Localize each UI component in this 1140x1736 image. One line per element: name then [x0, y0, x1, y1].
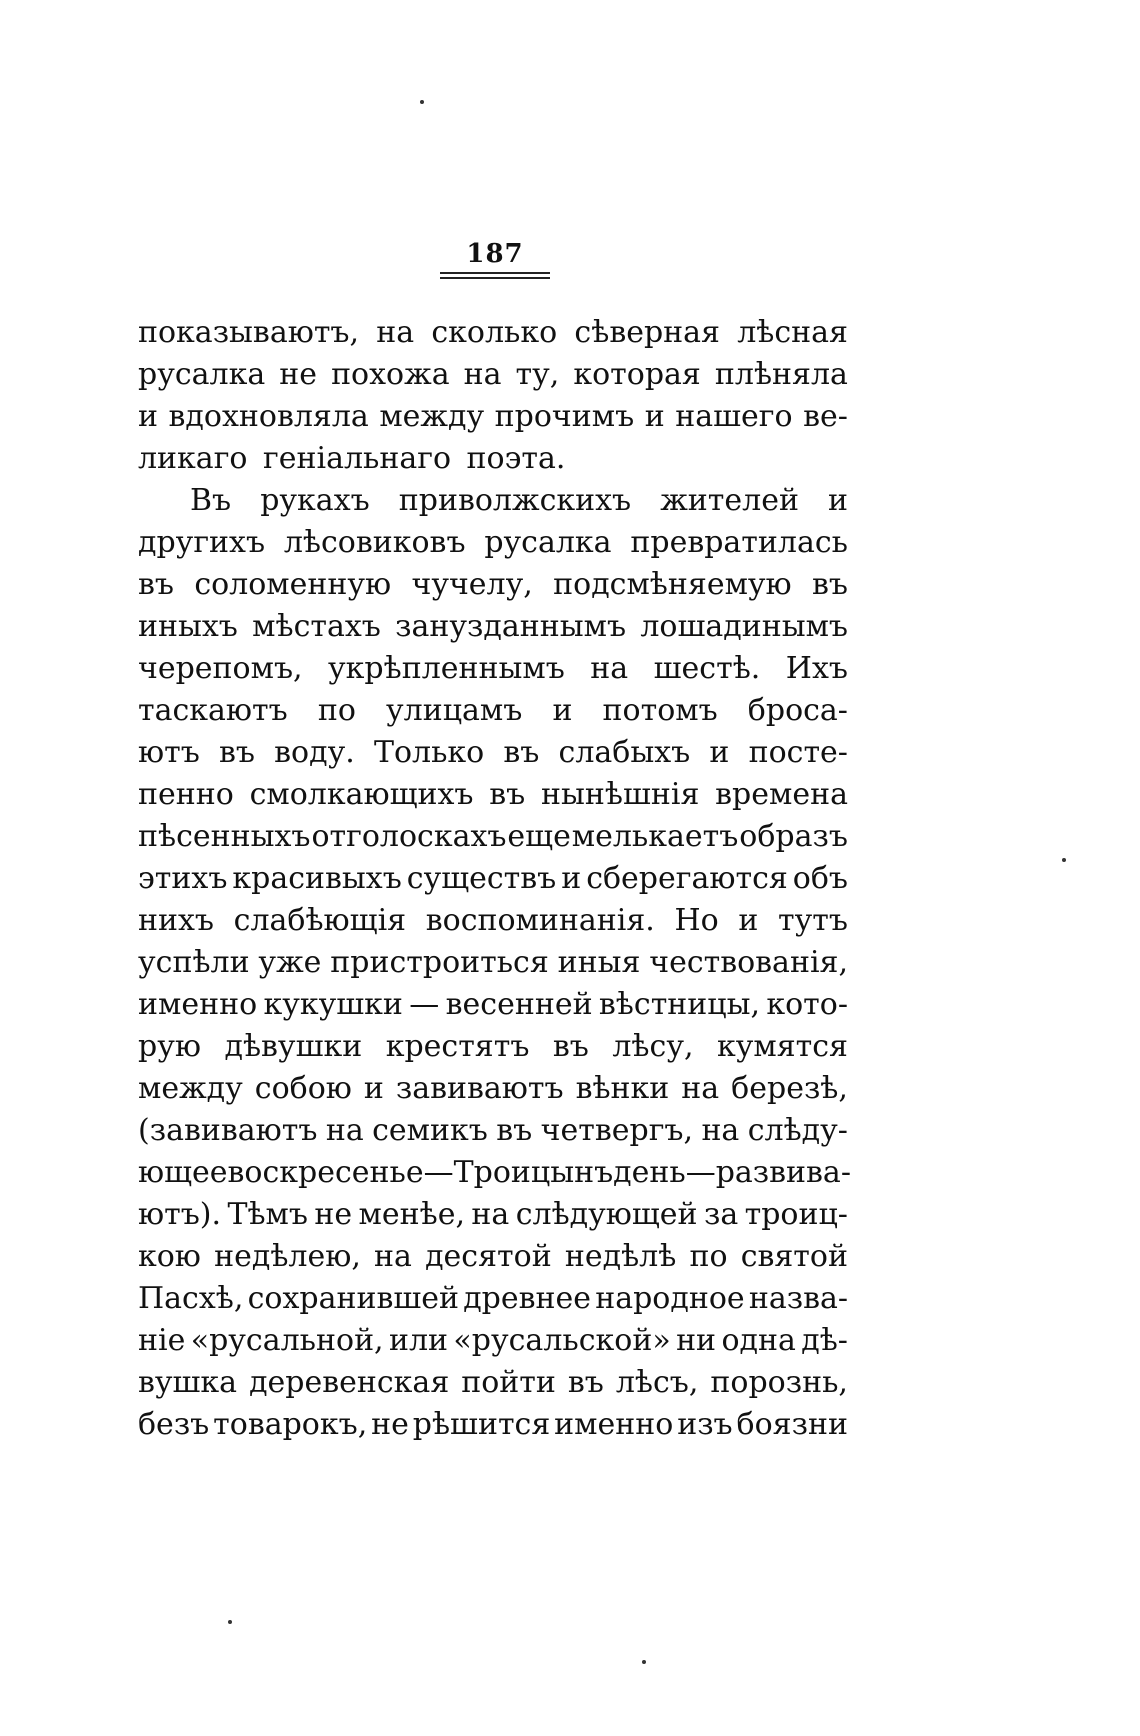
text-line	[138, 1362, 848, 1404]
word: Но	[674, 903, 719, 938]
word: товарокъ,	[213, 1407, 368, 1442]
word: одна	[721, 1323, 796, 1358]
word: иныхъ	[138, 609, 238, 644]
word: ніе	[138, 1323, 186, 1358]
word: вдохновляла	[168, 399, 369, 434]
text-line	[138, 1236, 848, 1278]
word: Пасхѣ,	[138, 1281, 244, 1316]
word: древнее	[463, 1281, 592, 1316]
word: въ	[138, 567, 174, 602]
word: лошадинымъ	[640, 609, 848, 644]
word: порознь,	[710, 1365, 848, 1400]
word: между	[138, 1071, 243, 1106]
word: на	[325, 1113, 364, 1148]
word: лѣсъ,	[615, 1365, 699, 1400]
word: безъ	[138, 1407, 210, 1442]
word: менѣе,	[358, 1197, 466, 1232]
word: чучелу,	[411, 567, 533, 602]
text-line	[138, 732, 848, 774]
word: времена	[715, 777, 848, 812]
page-number: 187	[466, 239, 524, 269]
word: не	[371, 1407, 409, 1442]
word: троиц-	[744, 1197, 848, 1232]
word: воспоминанія.	[425, 903, 655, 938]
word: кою	[138, 1239, 201, 1274]
text-line	[138, 648, 848, 690]
header-rule	[440, 277, 550, 279]
word: въ	[552, 1029, 589, 1064]
word: сѣверная	[574, 315, 720, 350]
word: нынѣшнія	[541, 777, 700, 812]
text-line	[138, 900, 848, 942]
word: ве-	[803, 399, 848, 434]
word: пристроиться	[330, 945, 549, 980]
word: занузданнымъ	[395, 609, 627, 644]
word: образъ	[739, 819, 848, 854]
word: смолкающихъ	[249, 777, 474, 812]
word: завиваютъ	[395, 1071, 564, 1106]
word: успѣли	[138, 945, 250, 980]
word: рую	[138, 1029, 201, 1064]
word: рѣшится	[412, 1407, 551, 1442]
text-line	[138, 396, 848, 438]
word: воду.	[274, 735, 355, 770]
word: иныя	[557, 945, 641, 980]
word: превратилась	[630, 525, 848, 560]
text-line	[138, 480, 848, 522]
word: шестѣ.	[653, 651, 761, 686]
word: ютъ	[138, 735, 200, 770]
text-line	[138, 354, 848, 396]
word: тутъ	[778, 903, 848, 938]
word: изъ	[677, 1407, 733, 1442]
text-line	[138, 858, 848, 900]
word: лѣсу,	[612, 1029, 694, 1064]
word: кумятся	[717, 1029, 848, 1064]
text-line	[138, 1110, 848, 1152]
text-line	[138, 1320, 848, 1362]
word: слѣду-	[747, 1113, 848, 1148]
word: другихъ	[138, 525, 266, 560]
word: весенней	[445, 987, 593, 1022]
word: объ	[792, 861, 848, 896]
word: нихъ	[138, 903, 214, 938]
word: похожа	[331, 357, 450, 392]
word: пенно	[138, 777, 234, 812]
word: Въ	[190, 483, 232, 518]
word: собою	[254, 1071, 352, 1106]
text-line	[138, 690, 848, 732]
word: на	[471, 1197, 510, 1232]
word: десятой	[425, 1239, 552, 1274]
word: приволжскихъ	[398, 483, 632, 518]
word: Только	[373, 735, 485, 770]
word: которая	[573, 357, 701, 392]
text-line	[138, 1068, 848, 1110]
word: на	[376, 315, 415, 350]
word: ни	[676, 1323, 717, 1358]
word: дѣвушки	[224, 1029, 363, 1064]
word: соломенную	[194, 567, 392, 602]
word: не	[279, 357, 318, 392]
word: этихъ	[138, 861, 228, 896]
page-header	[440, 240, 550, 279]
word: березѣ,	[731, 1071, 848, 1106]
word: именно	[138, 987, 258, 1022]
word: сколько	[431, 315, 558, 350]
word: сохранившей	[247, 1281, 459, 1316]
word: «русальной,	[190, 1323, 384, 1358]
text-line	[138, 1404, 848, 1446]
word: кото-	[766, 987, 848, 1022]
word: не	[314, 1197, 353, 1232]
word: народное	[595, 1281, 745, 1316]
word: въ	[489, 777, 526, 812]
word: существъ	[406, 861, 557, 896]
word: ющее	[138, 1155, 228, 1190]
word: черепомъ,	[138, 651, 303, 686]
word: на	[701, 1113, 740, 1148]
word: ту,	[515, 357, 560, 392]
word: —	[409, 987, 440, 1022]
word: лѣсовиковъ	[283, 525, 466, 560]
word: плѣняла	[714, 357, 848, 392]
word: «русальской»	[453, 1323, 671, 1358]
text-line	[138, 312, 848, 354]
text-line	[138, 942, 848, 984]
header-rule	[440, 272, 550, 274]
word: жителей	[660, 483, 799, 518]
word: русалка	[138, 357, 266, 392]
word: въ	[503, 735, 540, 770]
text-line	[138, 1194, 848, 1236]
word: уже	[258, 945, 322, 980]
word: лѣсная	[737, 315, 848, 350]
word: и	[709, 735, 730, 770]
word: вѣнки	[575, 1071, 670, 1106]
word: броса-	[747, 693, 848, 728]
text-line	[138, 1278, 848, 1320]
word: чествованія,	[649, 945, 848, 980]
word: деревенская	[249, 1365, 450, 1400]
text-line	[138, 984, 848, 1026]
word: недѣлею,	[214, 1239, 361, 1274]
scan-speck	[1062, 858, 1066, 862]
word: и	[644, 399, 665, 434]
word: прочимъ	[494, 399, 635, 434]
word: и	[552, 693, 573, 728]
text-line	[138, 564, 848, 606]
word: (завиваютъ	[138, 1113, 318, 1148]
text-line	[138, 606, 848, 648]
text-line	[138, 1152, 851, 1194]
word: вѣстницы,	[598, 987, 760, 1022]
word: Тѣмъ	[227, 1197, 308, 1232]
word: красивыхъ	[232, 861, 402, 896]
word: боязни	[736, 1407, 848, 1442]
word: или	[388, 1323, 449, 1358]
word: по	[689, 1239, 728, 1274]
word: и	[363, 1071, 384, 1106]
word: на	[463, 357, 502, 392]
word: нашего	[675, 399, 793, 434]
word: въ	[567, 1365, 604, 1400]
word: за	[703, 1197, 739, 1232]
word: между	[379, 399, 485, 434]
word: сберегаются	[586, 861, 788, 896]
word: четвергъ,	[540, 1113, 694, 1148]
scan-speck	[642, 1660, 646, 1664]
word: отголоскахъ	[311, 819, 507, 854]
text-line: ликаго геніальнаго поэта.	[138, 441, 566, 476]
word: посте-	[748, 735, 848, 770]
word: святой	[740, 1239, 848, 1274]
word: недѣлѣ	[564, 1239, 677, 1274]
word: день—развива-	[613, 1155, 851, 1190]
word: потомъ	[602, 693, 718, 728]
body-text	[138, 312, 851, 1446]
word: и	[828, 483, 848, 518]
word: улицамъ	[386, 693, 523, 728]
word: таскаютъ	[138, 693, 288, 728]
text-line	[138, 816, 848, 858]
word: Ихъ	[785, 651, 848, 686]
word: и	[561, 861, 582, 896]
word: вушка	[138, 1365, 238, 1400]
word: въ	[496, 1113, 533, 1148]
word: на	[681, 1071, 720, 1106]
word: на	[374, 1239, 412, 1274]
word: воскресенье—Троицынъ	[227, 1155, 614, 1190]
word: именно	[554, 1407, 674, 1442]
text-line	[138, 774, 848, 816]
word: слабѣющія	[233, 903, 407, 938]
word: въ	[812, 567, 848, 602]
word: пѣсенныхъ	[138, 819, 311, 854]
word: рукахъ	[260, 483, 370, 518]
word: слѣдующей	[515, 1197, 698, 1232]
word: укрѣпленнымъ	[328, 651, 565, 686]
word: слабыхъ	[558, 735, 691, 770]
word: по	[317, 693, 356, 728]
word: и	[138, 399, 158, 434]
word: еще	[507, 819, 571, 854]
word: кукушки	[263, 987, 403, 1022]
word: на	[590, 651, 629, 686]
word: мѣстахъ	[252, 609, 381, 644]
word: дѣ-	[801, 1323, 848, 1358]
word: назва-	[748, 1281, 848, 1316]
word: крестятъ	[385, 1029, 530, 1064]
scan-speck	[420, 100, 424, 104]
word: пойти	[461, 1365, 556, 1400]
word: показываютъ,	[138, 315, 360, 350]
text-line	[138, 522, 848, 564]
word: подсмѣняемую	[553, 567, 792, 602]
text-line	[138, 1026, 848, 1068]
word: мелькаетъ	[571, 819, 739, 854]
word: ютъ).	[138, 1197, 222, 1232]
word: семикъ	[372, 1113, 488, 1148]
word: и	[738, 903, 759, 938]
word: въ	[218, 735, 255, 770]
word: русалка	[484, 525, 612, 560]
scan-speck	[228, 1620, 232, 1624]
